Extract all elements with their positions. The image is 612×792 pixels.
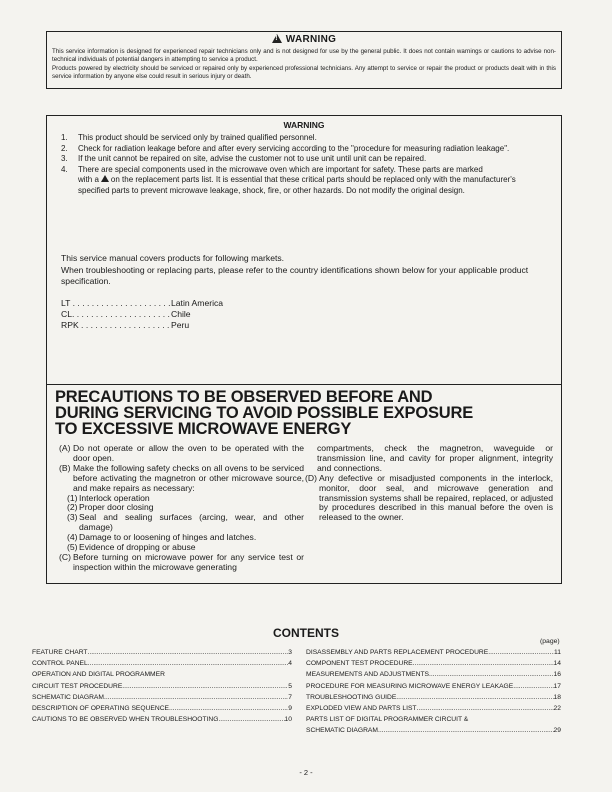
general-warning-para-2: Products powered by electricity should be serviced or repaired only by experienced professional technicians. Any attempt to service or repair the product or products dealt with in this service information by anyone else could result in serious injury or death. — [52, 65, 556, 81]
precaution-d: (D) Any defective or misadjusted components in the interlock, monitor, door seal, and microwave generation and transmission systems shall be repaired, replaced, or adjusted by procedures described in this manual before the oven is released to the owner. — [305, 472, 553, 523]
service-warning-item: 2. Check for radiation leakage before and after every servicing according to the "procedure for measuring radiation leakage". — [61, 143, 510, 153]
precautions-title: PRECAUTIONS TO BE OBSERVED BEFORE AND DURING SERVICING TO AVOID POSSIBLE EXPOSURE TO EXCESSIVE MICROWAVE ENERGY — [55, 388, 474, 438]
precaution-c-continued: compartments, check the magnetron, waveguide or transmission line, and cavity for proper alignment, integrity and connections. — [317, 443, 553, 473]
general-warning-para-1: This service information is designed for experienced repair technicians only and is not designed for use by the general public. It does not contain warnings or cautions to advise non-technical individuals of potential dangers in attempting to service a product. — [52, 48, 556, 64]
toc-right-column — [306, 647, 561, 737]
precaution-a: (A) Do not operate or allow the oven to be operated with the door open. — [59, 443, 304, 463]
markets-note: When troubleshooting or replacing parts, please refer to the country identifications shown below for your applicable product specification. — [61, 264, 529, 286]
market-list — [61, 298, 223, 332]
toc-entry[interactable]: EXPLODED VIEW AND PARTS LIST ..... 22 — [306, 703, 561, 714]
warning-triangle-icon — [272, 34, 282, 43]
general-warning-box — [46, 31, 562, 89]
toc-entry[interactable]: CAUTIONS TO BE OBSERVED WHEN TROUBLESHOOTING ..... 10 — [32, 714, 292, 725]
toc-entry[interactable]: TROUBLESHOOTING GUIDE ..... 18 — [306, 692, 561, 703]
precaution-b-sub: (4) Damage to or loosening of hinges and latches. — [67, 532, 257, 543]
service-warning-list — [61, 133, 541, 196]
precaution-b-sub: (2) Proper door closing — [67, 502, 154, 513]
toc-entry[interactable]: DISASSEMBLY AND PARTS REPLACEMENT PROCEDURE ..... 11 — [306, 647, 561, 658]
contents-title: CONTENTS — [273, 626, 339, 640]
toc-left-column — [32, 647, 292, 725]
toc-entry[interactable]: MEASUREMENTS AND ADJUSTMENTS ..... 16 — [306, 669, 561, 680]
toc-entry[interactable]: OPERATION AND DIGITAL PROGRAMMER — [32, 671, 165, 679]
toc-entry[interactable]: CIRCUIT TEST PROCEDURE ..... 5 — [32, 681, 292, 692]
page-number: - 2 - — [299, 768, 313, 777]
precaution-b-sub: (5) Evidence of dropping or abuse — [67, 542, 196, 553]
markets-intro — [61, 253, 541, 288]
toc-entry[interactable]: FEATURE CHART ..... 3 — [32, 647, 292, 658]
market-row: CL. . . . Chile — [61, 309, 223, 320]
toc-entry[interactable]: COMPONENT TEST PROCEDURE ..... 14 — [306, 658, 561, 669]
precaution-b-sub: (3) Seal and sealing surfaces (arcing, wear, and other damage) — [67, 512, 304, 533]
precaution-c: (C) Before turning on microwave power for any service test or inspection within the microwave generating — [59, 551, 304, 572]
precautions-left-column — [59, 444, 304, 573]
precaution-b-sub: (1) Interlock operation — [67, 492, 150, 503]
precaution-b: (B) Make the following safety checks on all ovens to be serviced before activating the magnetron or other microwave source, and make repairs as necessary: — [59, 462, 304, 493]
general-warning-title: !WARNING — [47, 34, 561, 45]
service-warning-box — [46, 115, 562, 385]
contents-page-label: (page) — [540, 638, 560, 645]
market-row: RPK . . . Peru — [61, 320, 223, 331]
service-warning-item: 1. This product should be serviced only by trained qualified personnel. — [61, 133, 317, 142]
precautions-right-column — [305, 444, 553, 523]
service-warning-item: 3. If the unit cannot be repaired on site, advise the customer not to use unit until unit can be repaired. — [61, 154, 427, 163]
market-row: LT . . . Latin America — [61, 298, 223, 309]
service-warning-item-cont: with a on the replacement parts list. It is essential that these critical parts should be replaced only with the manufacturer's specified parts to prevent microwave leakage, shock, fire, or other hazards. Do not modify the original design. — [78, 175, 516, 195]
markets-intro-line: This service manual covers products for following markets. — [61, 253, 285, 263]
toc-entry[interactable]: DESCRIPTION OF OPERATING SEQUENCE ..... 9 — [32, 703, 292, 714]
toc-entry[interactable]: CONTROL PANEL ..... 4 — [32, 658, 292, 669]
toc-entry[interactable]: SCHEMATIC DIAGRAM ..... 29 — [306, 725, 561, 736]
toc-entry[interactable]: PARTS LIST OF DIGITAL PROGRAMMER CIRCUIT & — [306, 716, 469, 724]
precautions-box — [46, 384, 562, 584]
service-warning-item: 4. There are special components used in the microwave oven which are important for safety. These parts are marked — [61, 164, 483, 174]
service-warning-title: WARNING — [283, 120, 325, 130]
toc-entry[interactable]: PROCEDURE FOR MEASURING MICROWAVE ENERGY LEAKAGE ..... 17 — [306, 681, 561, 692]
toc-entry[interactable]: SCHEMATIC DIAGRAM ..... 7 — [32, 692, 292, 703]
warning-triangle-icon — [101, 175, 109, 182]
